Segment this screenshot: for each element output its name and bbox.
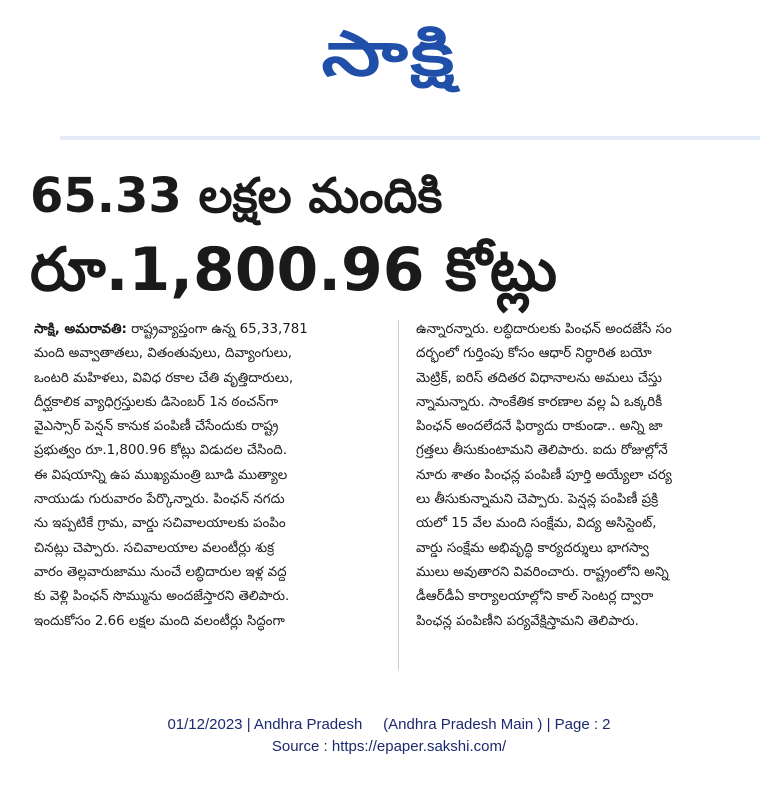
article-line: వారం తెల్లవారుజాము నుంచే లబ్ధిదారుల ఇళ్ల వద్ద [34,564,287,580]
headline [30,163,770,311]
article-line: పింఛన్ అందలేదనే ఫిర్యాదు రాకుండా.. అన్ని జా [416,419,663,435]
article-line: వైఎస్సార్ పెన్షన్ కానుక పంపిణీ చేసేందుకు రాష్ట్ర [34,419,279,435]
article-line [34,318,382,342]
article-line: ఒంటరి మహిళలు, వివిధ రకాల చేతి వృత్తిదారులు, [34,370,294,386]
article-line: పింఛన్ల పంపిణీని పర్యవేక్షిస్తామని తెలిపారు. [416,613,639,629]
article-body [34,318,754,678]
headline-line-1: 65.33 లక్షల మందికి [30,168,443,224]
article-text: రాష్ట్రవ్యాప్తంగా ఉన్న 65,33,781 [126,322,308,337]
article-line: ఇందుకోసం 2.66 లక్షల మంది వలంటీర్లు సిద్ధంగా [34,613,285,629]
article-byline: సాక్షి, అమరావతి: [34,322,127,337]
article-line: మెట్రిక్, ఐరిస్ తదితర విధానాలను అమలు చేస్తు [416,370,663,386]
headline-line-2: రూ.1,800.96 కోట్లు [30,235,557,305]
article-line: డీఆర్‌డీఏ కార్యాలయాల్లోని కాల్ సెంటర్ల ద్వారా [416,589,654,605]
article-line: కు వెళ్లి పింఛన్ సొమ్మును అందజేస్తారని తెలిపారు. [34,589,290,605]
article-column-left [34,318,382,634]
article-line: దీర్ఘకాలిక వ్యాధిగ్రస్తులకు డిసెంబర్ 1న ఠంచన్‌గా [34,394,279,410]
masthead-rule [60,136,760,140]
footer-source: Source : https://epaper.sakshi.com/ [271,738,507,755]
footer-edition-info: 01/12/2023 | Andhra Pradesh (Andhra Pradesh Main ) | Page : 2 [167,716,611,733]
article-line: ఉన్నారన్నారు. లబ్ధిదారులకు పింఛన్ అందజేసే సం [416,322,672,337]
article-line: ములు అవుతారని వివరించారు. రాష్ట్రంలోని అన్ని [416,564,669,580]
article-line: నూరు శాతం పింఛన్ల పంపిణీ పూర్తి అయ్యేలా చర్య [416,467,672,483]
article-line: న్నామన్నారు. సాంకేతిక కారణాల వల్ల ఏ ఒక్కరికీ [416,394,663,410]
article-line: వార్డు సంక్షేమ అభివృద్ధి కార్యదర్శులు భాగస్వా [416,540,649,556]
clipping-footer [0,714,778,758]
newspaper-logo: సాక్షి [321,17,457,90]
article-line: గ్రత్తలు తీసుకుంటామని తెలిపారు. ఐదు రోజుల్లోనే [416,443,668,459]
article-line: దర్భంలో గుర్తింపు కోసం ఆధార్ నిర్ధారిత బయో [416,346,652,362]
article-line: చినట్లు చెప్పారు. సచివాలయాల వలంటీర్లు శుక్ర [34,540,275,556]
masthead [0,14,778,94]
article-line: ప్రభుత్వం రూ.1,800.96 కోట్లు విడుదల చేసింది. [34,443,287,459]
article-line: యలో 15 వేల మంది సంక్షేమ, విద్య అసిస్టెంట్, [416,516,657,532]
article-line: మంది అవ్వాతాతలు, వితంతువులు, దివ్యాంగులు, [34,346,292,362]
article-column-right [416,318,764,634]
article-line: నాయుడు గురువారం పేర్కొన్నారు. పింఛన్ నగదు [34,492,285,508]
article-line: ను ఇప్పటికే గ్రామ, వార్డు సచివాలయాలకు పంపిం [34,516,286,532]
article-line: లు తీసుకున్నామని చెప్పారు. పెన్షన్ల పంపిణీ ప్రక్రి [416,492,659,508]
article-line: ఈ విషయాన్ని ఉప ముఖ్యమంత్రి బూడి ముత్యాల [34,467,288,483]
column-divider [398,320,399,670]
